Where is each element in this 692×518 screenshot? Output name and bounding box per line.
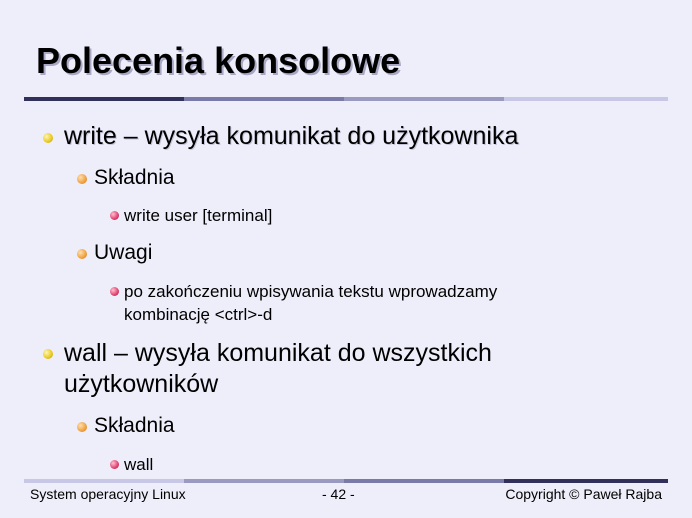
bullet-write: write – wysyła komunikat do użytkownika (64, 122, 519, 150)
bullet-icon (110, 211, 119, 220)
bullet-icon (43, 133, 53, 143)
bullet-icon (43, 349, 53, 359)
bullet-icon (77, 174, 87, 184)
bullet-wall-line1: wall – wysyła komunikat do wszystkich (64, 339, 492, 367)
bullet-icon (110, 287, 119, 296)
bullet-wall-skladnia: Składnia (94, 414, 175, 437)
bullet-wall-line2: użytkowników (64, 370, 219, 398)
title-underline (24, 97, 668, 101)
footer-divider (24, 479, 668, 483)
bullet-uwagi-line2: kombinację <ctrl>-d (124, 305, 273, 324)
bullet-icon (110, 460, 119, 469)
bullet-icon (77, 422, 87, 432)
bullet-write-skladnia: Składnia (94, 166, 175, 189)
bullet-uwagi-line1: po zakończeniu wpisywania tekstu wprowadzamy (124, 282, 498, 301)
footer-left: System operacyjny Linux (30, 486, 186, 502)
slide-title: Polecenia konsolowe (36, 40, 401, 81)
footer-copyright: Copyright © Paweł Rajba (505, 486, 662, 502)
bullet-wall-syntax: wall (124, 455, 154, 474)
footer-page-number: - 42 - (322, 486, 355, 502)
bullet-uwagi: Uwagi (94, 241, 153, 264)
bullet-icon (77, 249, 87, 259)
bullet-write-syntax: write user [terminal] (124, 206, 273, 225)
